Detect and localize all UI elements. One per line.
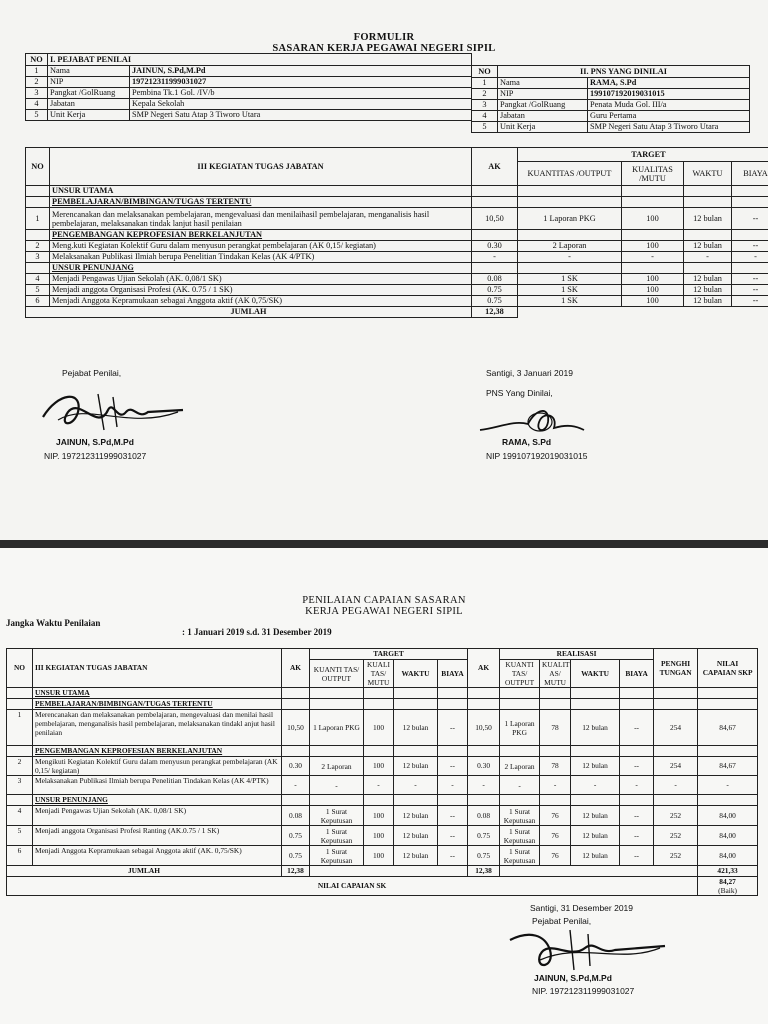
row-t-kualitas: 100 — [364, 710, 394, 746]
row-waktu: 12 bulan — [684, 241, 732, 252]
identity-label: Pangkat /GolRuang — [48, 88, 130, 99]
sig-right-name: RAMA, S.Pd — [502, 437, 552, 447]
table-row — [26, 252, 768, 263]
row-ak: 10,50 — [472, 208, 518, 230]
row-r-kualitas: 78 — [540, 710, 571, 746]
row-kuantitas: 1 SK — [518, 285, 622, 296]
table-row — [26, 208, 768, 230]
row-waktu: - — [684, 252, 732, 263]
identity-label: NIP — [48, 77, 130, 88]
col-r-kuantitas: KUANTI TAS/ OUTPUT — [500, 660, 540, 688]
identity-value: Penata Muda Gol. III/a — [588, 100, 750, 111]
section-row — [26, 263, 768, 274]
nilai-capaian-number: 84,27 — [719, 877, 736, 886]
section-title: II. PNS YANG DINILAI — [498, 66, 750, 78]
row-waktu: 12 bulan — [684, 274, 732, 285]
penilaian-table — [6, 648, 758, 896]
row-biaya: -- — [732, 274, 768, 285]
identity-row — [26, 66, 472, 77]
table-header-row — [26, 54, 472, 66]
pejabat-penilai-table — [25, 53, 472, 121]
col-t-waktu: WAKTU — [394, 660, 438, 688]
col-r-waktu: WAKTU — [571, 660, 620, 688]
identity-row — [472, 100, 750, 111]
row-nilai: 84,67 — [698, 757, 758, 776]
row-nilai: 84,00 — [698, 826, 758, 846]
row-no: 1 — [472, 78, 498, 89]
identity-row — [26, 77, 472, 88]
row-t-biaya: -- — [438, 826, 468, 846]
row-kegiatan: Mengikuti Kegiatan Kolektif Guru dalam menyusun perangkat pembelajaran (AK 0,15/ kegiatan) — [33, 757, 282, 776]
signature-rama — [478, 400, 588, 440]
identity-row — [26, 110, 472, 121]
table-row — [7, 757, 758, 776]
row-ak: 0.30 — [472, 241, 518, 252]
row-r-kuantitas: - — [500, 776, 540, 795]
identity-label: Jabatan — [48, 99, 130, 110]
row-t-waktu: 12 bulan — [394, 710, 438, 746]
row-kegiatan: Menjadi Anggota Kepramukaan sebagai Anggota aktif (AK. 0,75/SK) — [33, 846, 282, 866]
table-row — [26, 285, 768, 296]
identity-value: Kepala Sekolah — [130, 99, 472, 110]
section-row — [26, 186, 768, 197]
sig-left-name: JAINUN, S.Pd,M.Pd — [56, 437, 134, 447]
row-no: 3 — [7, 776, 33, 795]
row-no: 5 — [472, 122, 498, 133]
identity-label: Nama — [48, 66, 130, 77]
row-biaya: -- — [732, 285, 768, 296]
row-nilai: 84,67 — [698, 710, 758, 746]
col-kegiatan: III KEGIATAN TUGAS JABATAN — [50, 148, 472, 186]
row-kegiatan: Merencanakan dan melaksanakan pembelajaran, mengevaluasi dan menilai hasil pembelajaran, menganalisis hasil pembelajaran, melaksanakan tindakl anjut hasil penilaian — [33, 710, 282, 746]
col-no: NO — [472, 66, 498, 78]
row-no: 2 — [7, 757, 33, 776]
identity-row — [472, 122, 750, 133]
identity-label: Unit Kerja — [498, 122, 588, 133]
unsur-utama: UNSUR UTAMA — [33, 688, 282, 699]
sig-right-title: PNS Yang Dinilai, — [486, 388, 553, 398]
unsur-penunjang: UNSUR PENUNJANG — [50, 263, 472, 274]
row-nilai: 84,00 — [698, 806, 758, 826]
row-biaya: -- — [732, 208, 768, 230]
row-t-kualitas: 100 — [364, 826, 394, 846]
row-r-kuantitas: 1 Surat Keputusan — [500, 846, 540, 866]
row-r-kualitas: 76 — [540, 806, 571, 826]
row-r-kuantitas: 1 Surat Keputusan — [500, 826, 540, 846]
sig-left-nip: NIP. 197212311999031027 — [44, 451, 147, 461]
col-realisasi: REALISASI — [500, 649, 654, 660]
table-row — [7, 776, 758, 795]
row-waktu: 12 bulan — [684, 296, 732, 307]
row-no: 2 — [472, 89, 498, 100]
table-row — [7, 806, 758, 826]
row-r-waktu: 12 bulan — [571, 757, 620, 776]
table-row — [7, 826, 758, 846]
row-kegiatan: Meng.kuti Kegiatan Kolektif Guru dalam menyusun perangkat pembelajaran (AK 0,15/ kegiatan) — [50, 241, 472, 252]
row-penghitungan: 252 — [654, 846, 698, 866]
row-t-waktu: - — [394, 776, 438, 795]
sig-title: Pejabat Penilai, — [532, 916, 592, 926]
row-no: 2 — [26, 77, 48, 88]
row-no: 4 — [7, 806, 33, 826]
jumlah-ak: 12,38 — [472, 307, 518, 318]
pns-dinilai-table — [471, 65, 750, 133]
row-t-kuantitas: 1 Surat Keputusan — [310, 846, 364, 866]
row-waktu: 12 bulan — [684, 285, 732, 296]
row-ak: 0.75 — [472, 296, 518, 307]
col-target: TARGET — [518, 148, 768, 162]
identity-row — [472, 111, 750, 122]
row-kegiatan: Melaksanakan Publikasi Ilmiah berupa Penelitian Tindakan Kelas (AK 4/PTK) — [50, 252, 472, 263]
identity-label: Unit Kerja — [48, 110, 130, 121]
row-no: 1 — [26, 66, 48, 77]
row-ak: 0.75 — [282, 826, 310, 846]
row-no: 3 — [26, 88, 48, 99]
section-row — [7, 746, 758, 757]
section-row — [7, 795, 758, 806]
col-kuantitas: KUANTITAS /OUTPUT — [518, 162, 622, 186]
jumlah-nilai: 421,33 — [698, 866, 758, 877]
col-biaya: BIAYA — [732, 162, 768, 186]
identity-value: Pembina Tk.1 Gol. /IV/b — [130, 88, 472, 99]
row-ak: - — [282, 776, 310, 795]
row-no: 4 — [26, 274, 50, 285]
row-ak: 0.75 — [282, 846, 310, 866]
row-r-waktu: 12 bulan — [571, 710, 620, 746]
row-r-waktu: 12 bulan — [571, 826, 620, 846]
row-kegiatan: Menjadi anggota Organisasi Profesi (AK. 0.75 / 1 SK) — [50, 285, 472, 296]
row-penghitungan: 254 — [654, 710, 698, 746]
row-r-waktu: 12 bulan — [571, 846, 620, 866]
row-t-biaya: -- — [438, 710, 468, 746]
identity-value: JAINUN, S.Pd,M.Pd — [130, 66, 472, 77]
identity-row — [26, 99, 472, 110]
sig-right-date: Santigi, 3 Januari 2019 — [486, 368, 573, 378]
sub-pembelajaran: PEMBELAJARAN/BIMBINGAN/TUGAS TERTENTU — [33, 699, 282, 710]
section-title: I. PEJABAT PENILAI — [48, 54, 472, 66]
table-row — [7, 710, 758, 746]
col-target: TARGET — [310, 649, 468, 660]
nilai-capaian-label: NILAI CAPAIAN SK — [7, 877, 698, 896]
col-kualitas: KUALITAS /MUTU — [622, 162, 684, 186]
col-no: NO — [26, 54, 48, 66]
row-kegiatan: Menjadi anggota Organisasi Profesi Ranting (AK.0.75 / 1 SK) — [33, 826, 282, 846]
row-kualitas: - — [622, 252, 684, 263]
identity-label: NIP — [498, 89, 588, 100]
row-waktu: 12 bulan — [684, 208, 732, 230]
row-r-ak: 0.75 — [468, 846, 500, 866]
table-row — [7, 846, 758, 866]
col-ak-realisasi: AK — [468, 649, 500, 688]
sig-right-nip: NIP 199107192019031015 — [486, 451, 588, 461]
nilai-capaian-value — [698, 877, 758, 896]
row-penghitungan: 252 — [654, 806, 698, 826]
row-r-ak: 0.08 — [468, 806, 500, 826]
sig-date: Santigi, 31 Desember 2019 — [530, 903, 634, 913]
row-biaya: -- — [732, 241, 768, 252]
row-r-kuantitas: 1 Surat Keputusan — [500, 806, 540, 826]
identity-value: SMP Negeri Satu Atap 3 Tiworo Utara — [588, 122, 750, 133]
table-header-row — [26, 148, 768, 162]
table-header-row — [7, 649, 758, 660]
section-row — [26, 230, 768, 241]
identity-label: Pangkat /GolRuang — [498, 100, 588, 111]
row-r-biaya: -- — [620, 710, 654, 746]
row-kegiatan: Menjadi Pengawas Ujian Sekolah (AK. 0,08/1 SK) — [33, 806, 282, 826]
section-row — [7, 688, 758, 699]
row-r-ak: 0.30 — [468, 757, 500, 776]
jumlah-row — [26, 307, 768, 318]
col-kegiatan: III KEGIATAN TUGAS JABATAN — [33, 649, 282, 688]
row-r-biaya: -- — [620, 806, 654, 826]
identity-value: SMP Negeri Satu Atap 3 Tiworo Utara — [130, 110, 472, 121]
jangka-value: : 1 Januari 2019 s.d. 31 Desember 2019 — [182, 627, 332, 637]
form-subtitle: SASARAN KERJA PEGAWAI NEGERI SIPIL — [272, 43, 496, 54]
col-waktu: WAKTU — [684, 162, 732, 186]
signature-jainun — [38, 382, 188, 442]
row-r-biaya: - — [620, 776, 654, 795]
row-nilai: - — [698, 776, 758, 795]
section-row — [7, 699, 758, 710]
row-r-kualitas: 78 — [540, 757, 571, 776]
sig-left-title: Pejabat Penilai, — [62, 368, 122, 378]
row-t-kuantitas: 2 Laporan — [310, 757, 364, 776]
row-penghitungan: - — [654, 776, 698, 795]
table-header-row — [472, 66, 750, 78]
row-r-kuantitas: 2 Laporan — [500, 757, 540, 776]
row-penghitungan: 254 — [654, 757, 698, 776]
row-r-waktu: - — [571, 776, 620, 795]
identity-row — [472, 89, 750, 100]
form-title: FORMULIR — [353, 32, 415, 43]
row-r-kuantitas: 1 Laporan PKG — [500, 710, 540, 746]
form-title: PENILAIAN CAPAIAN SASARAN — [302, 595, 466, 606]
col-ak: AK — [472, 148, 518, 186]
col-no: NO — [26, 148, 50, 186]
row-no: 6 — [26, 296, 50, 307]
row-kegiatan: Melaksanakan Publikasi Ilmiah berupa Penelitian Tindakan Kelas (AK 4/PTK) — [33, 776, 282, 795]
identity-row — [26, 88, 472, 99]
row-kuantitas: 2 Laporan — [518, 241, 622, 252]
sig-nip: NIP. 197212311999031027 — [532, 986, 635, 996]
row-biaya: - — [732, 252, 768, 263]
row-r-biaya: -- — [620, 757, 654, 776]
row-nilai: 84,00 — [698, 846, 758, 866]
row-ak: - — [472, 252, 518, 263]
row-r-ak: 10,50 — [468, 710, 500, 746]
row-kegiatan: Merencanakan dan melaksanakan pembelajaran, mengevaluasi dan menilaihasil pembelajaran, menganalisis hasil pembelajaran, melaksanakan tindak lanjut hasil penilaian — [50, 208, 472, 230]
row-no: 3 — [472, 100, 498, 111]
row-no: 5 — [26, 110, 48, 121]
col-r-kualitas: KUALIT AS/ MUTU — [540, 660, 571, 688]
row-ak: 0.30 — [282, 757, 310, 776]
identity-label: Nama — [498, 78, 588, 89]
row-no: 1 — [26, 208, 50, 230]
sub-pengembangan: PENGEMBANGAN KEPROFESIAN BERKELANJUTAN — [33, 746, 282, 757]
row-no: 2 — [26, 241, 50, 252]
row-t-waktu: 12 bulan — [394, 826, 438, 846]
jangka-label: Jangka Waktu Penilaian — [6, 618, 101, 628]
sig-name: JAINUN, S.Pd,M.Pd — [534, 973, 612, 983]
row-kualitas: 100 — [622, 241, 684, 252]
row-no: 5 — [26, 285, 50, 296]
row-t-kualitas: 100 — [364, 846, 394, 866]
row-t-biaya: - — [438, 776, 468, 795]
row-t-biaya: -- — [438, 757, 468, 776]
row-biaya: -- — [732, 296, 768, 307]
row-no: 1 — [7, 710, 33, 746]
table-row — [26, 274, 768, 285]
row-no: 4 — [26, 99, 48, 110]
row-t-biaya: -- — [438, 846, 468, 866]
row-no: 5 — [7, 826, 33, 846]
sub-pembelajaran: PEMBELAJARAN/BIMBINGAN/TUGAS TERTENTU — [50, 197, 472, 208]
col-ak: AK — [282, 649, 310, 688]
row-r-ak: 0.75 — [468, 826, 500, 846]
row-t-kualitas: - — [364, 776, 394, 795]
nilai-capaian-row — [7, 877, 758, 896]
table-row — [26, 241, 768, 252]
row-no: 6 — [7, 846, 33, 866]
table-row — [26, 296, 768, 307]
row-kualitas: 100 — [622, 274, 684, 285]
col-t-kualitas: KUALI TAS/ MUTU — [364, 660, 394, 688]
identity-value: 199107192019031015 — [588, 89, 750, 100]
row-penghitungan: 252 — [654, 826, 698, 846]
jumlah-r-ak: 12,38 — [468, 866, 500, 877]
identity-value: Guru Pertama — [588, 111, 750, 122]
row-r-kualitas: - — [540, 776, 571, 795]
identity-row — [472, 78, 750, 89]
row-t-kualitas: 100 — [364, 757, 394, 776]
jumlah-row — [7, 866, 758, 877]
section-row — [26, 197, 768, 208]
row-kuantitas: 1 Laporan PKG — [518, 208, 622, 230]
row-ak: 0.08 — [472, 274, 518, 285]
identity-value: RAMA, S.Pd — [588, 78, 750, 89]
row-kegiatan: Menjadi Anggota Kepramukaan sebagai Anggota aktif (AK 0,75/SK) — [50, 296, 472, 307]
row-r-kualitas: 76 — [540, 826, 571, 846]
kegiatan-table — [25, 147, 768, 318]
row-kuantitas: - — [518, 252, 622, 263]
col-t-kuantitas: KUANTI TAS/ OUTPUT — [310, 660, 364, 688]
unsur-penunjang: UNSUR PENUNJANG — [33, 795, 282, 806]
col-r-biaya: BIAYA — [620, 660, 654, 688]
identity-label: Jabatan — [498, 111, 588, 122]
row-kualitas: 100 — [622, 285, 684, 296]
row-kualitas: 100 — [622, 208, 684, 230]
form-subtitle: KERJA PEGAWAI NEGERI SIPIL — [305, 606, 463, 617]
unsur-utama: UNSUR UTAMA — [50, 186, 472, 197]
row-t-kuantitas: - — [310, 776, 364, 795]
row-ak: 0.08 — [282, 806, 310, 826]
row-kuantitas: 1 SK — [518, 296, 622, 307]
row-t-waktu: 12 bulan — [394, 757, 438, 776]
col-no: NO — [7, 649, 33, 688]
row-r-waktu: 12 bulan — [571, 806, 620, 826]
identity-value: 197212311999031027 — [130, 77, 472, 88]
nilai-predikat: (Baik) — [718, 886, 738, 895]
row-r-biaya: -- — [620, 846, 654, 866]
row-no: 3 — [26, 252, 50, 263]
col-penghitungan: PENGHI TUNGAN — [654, 649, 698, 688]
jumlah-label: JUMLAH — [7, 866, 282, 877]
sub-pengembangan: PENGEMBANGAN KEPROFESIAN BERKELANJUTAN — [50, 230, 472, 241]
row-t-waktu: 12 bulan — [394, 806, 438, 826]
row-kualitas: 100 — [622, 296, 684, 307]
row-no: 4 — [472, 111, 498, 122]
row-r-kualitas: 76 — [540, 846, 571, 866]
row-t-kuantitas: 1 Laporan PKG — [310, 710, 364, 746]
col-nilai-capaian: NILAI CAPAIAN SKP — [698, 649, 758, 688]
row-t-kuantitas: 1 Surat Keputusan — [310, 806, 364, 826]
jumlah-ak: 12,38 — [282, 866, 310, 877]
row-r-biaya: -- — [620, 826, 654, 846]
row-kuantitas: 1 SK — [518, 274, 622, 285]
row-kegiatan: Menjadi Pengawas Ujian Sekolah (AK. 0,08/1 SK) — [50, 274, 472, 285]
col-t-biaya: BIAYA — [438, 660, 468, 688]
row-t-biaya: -- — [438, 806, 468, 826]
jumlah-label: JUMLAH — [26, 307, 472, 318]
row-t-kualitas: 100 — [364, 806, 394, 826]
row-t-kuantitas: 1 Surat Keputusan — [310, 826, 364, 846]
row-r-ak: - — [468, 776, 500, 795]
row-ak: 0.75 — [472, 285, 518, 296]
penilaian-capaian-form — [0, 548, 768, 1024]
row-t-waktu: 12 bulan — [394, 846, 438, 866]
row-ak: 10,50 — [282, 710, 310, 746]
signature-jainun-2 — [500, 920, 670, 980]
